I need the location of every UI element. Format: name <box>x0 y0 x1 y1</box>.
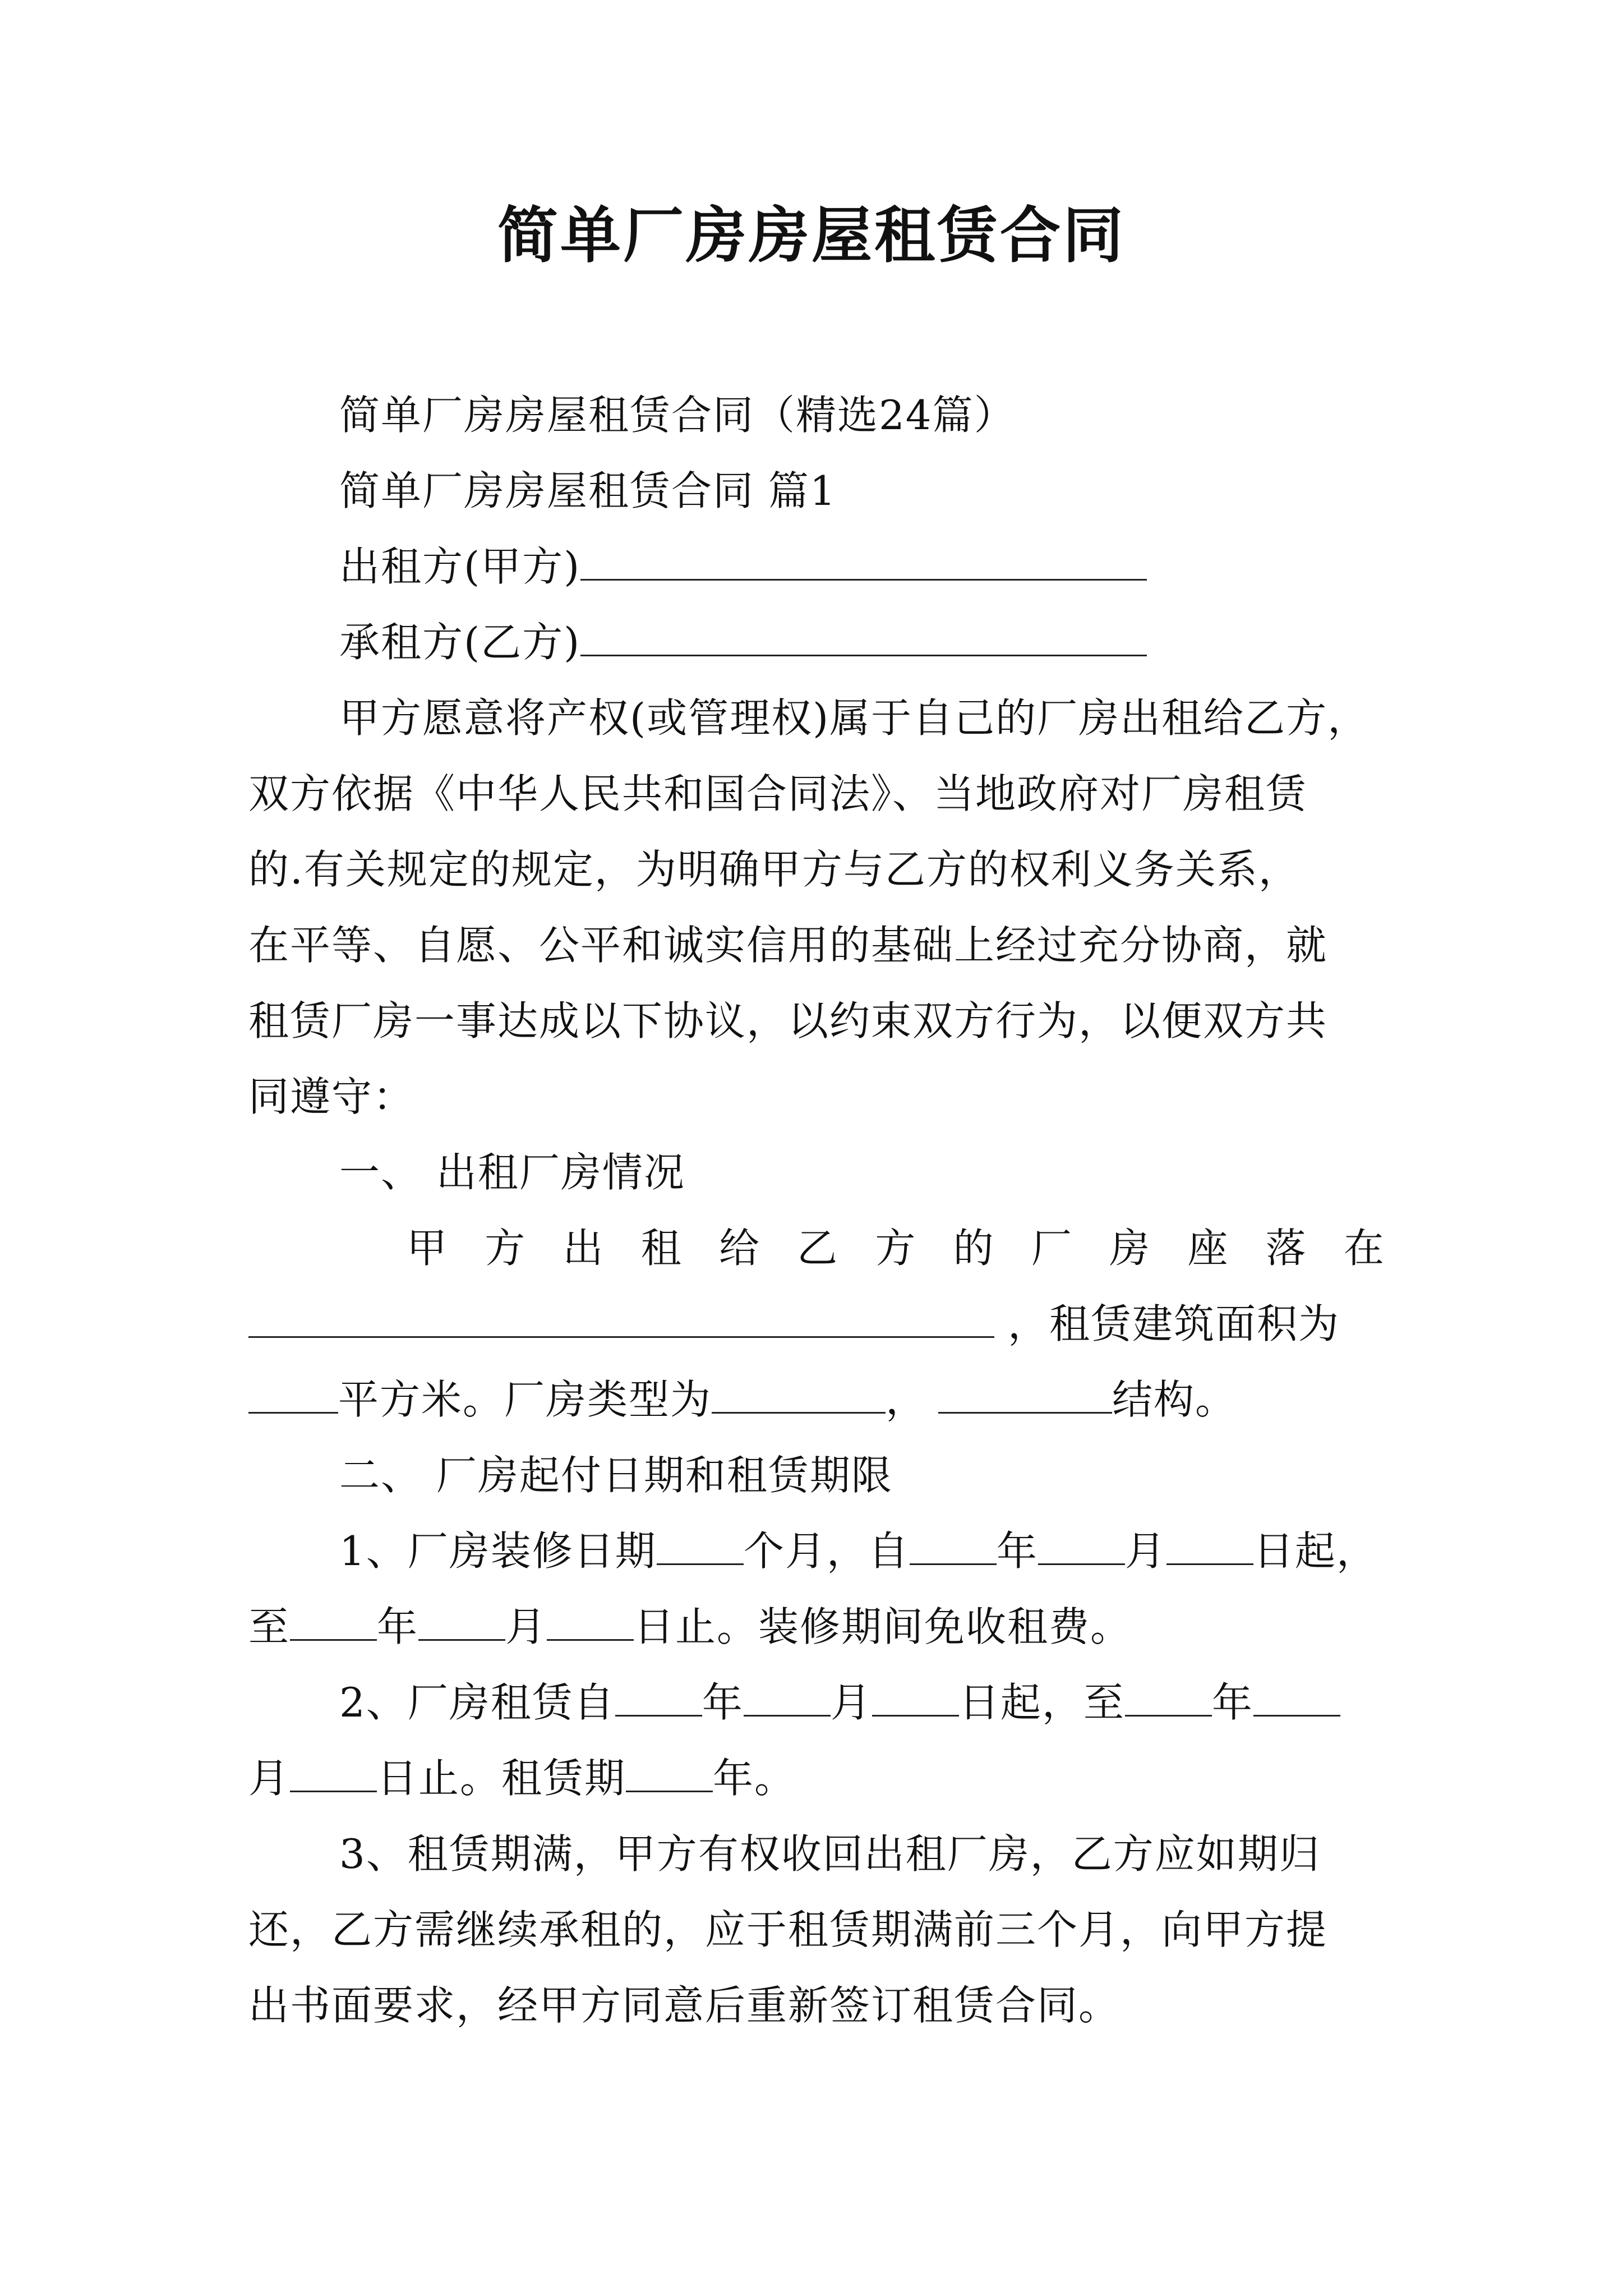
area-label: ，租赁建筑面积为 <box>1008 1300 1340 1347</box>
lessee-blank <box>580 618 1147 656</box>
paragraph-line: 甲方愿意将产权(或管理权)属于自己的厂房出租给乙方， <box>339 694 1370 742</box>
paragraph-line: 的.有关规定的规定，为明确甲方与乙方的权利义务关系， <box>248 846 1300 893</box>
clause-text: 月 <box>1124 1527 1166 1575</box>
spread-char: 房 <box>1109 1225 1151 1272</box>
spread-char: 甲 <box>407 1225 449 1272</box>
section-heading-1: 一、 出租厂房情况 <box>339 1149 685 1196</box>
area-unit-text: 平方米。厂房类型为 <box>338 1376 712 1423</box>
day-blank <box>1166 1526 1253 1565</box>
clause-text: 1、厂房装修日期 <box>339 1527 657 1575</box>
year-blank <box>615 1678 702 1717</box>
spread-char: 方 <box>485 1225 527 1272</box>
area-type-line <box>248 1372 1237 1428</box>
paragraph-line: 在平等、自愿、公平和诚实信用的基础上经过充分协商，就 <box>248 922 1328 969</box>
paragraph-line: 双方依据《中华人民共和国合同法》、当地政府对厂房租赁 <box>248 770 1308 817</box>
comma-text: ， <box>886 1376 928 1423</box>
year-blank <box>910 1526 997 1565</box>
clause-text: 年 <box>996 1527 1038 1575</box>
subtitle-line: 简单厂房房屋租赁合同（精选24篇） <box>339 392 1016 439</box>
spread-char: 厂 <box>1031 1225 1073 1272</box>
spread-char: 座 <box>1187 1225 1229 1272</box>
clause-text: 个月，自 <box>743 1527 910 1575</box>
spread-char: 方 <box>875 1225 917 1272</box>
clause-2-cont-line <box>248 1750 796 1806</box>
spread-char: 给 <box>718 1225 760 1272</box>
clause-text: 日起，至 <box>958 1679 1125 1726</box>
area-blank <box>248 1375 338 1414</box>
year-blank <box>1125 1678 1212 1717</box>
paragraph-line: 同遵守： <box>248 1073 415 1120</box>
spread-char: 乙 <box>797 1225 839 1272</box>
clause-3-cont-line: 出书面要求，经甲方同意后重新签订租赁合同。 <box>248 1982 1121 2029</box>
month-blank <box>418 1602 505 1641</box>
clause-text: 日起， <box>1253 1527 1378 1575</box>
location-blank <box>248 1299 994 1338</box>
lessee-label: 承租方(乙方) <box>339 619 581 666</box>
day-blank <box>872 1678 959 1717</box>
lessee-line <box>339 614 1147 670</box>
spread-char: 的 <box>953 1225 995 1272</box>
structure-text: 结构。 <box>1112 1376 1237 1423</box>
clause-2-line <box>339 1674 1340 1731</box>
term-years-blank <box>626 1754 713 1792</box>
type-blank <box>712 1375 886 1414</box>
clause-text: 2、厂房租赁自 <box>339 1679 615 1726</box>
clause-3-line: 3、租赁期满，甲方有权收回出租厂房，乙方应如期归 <box>339 1830 1321 1878</box>
spread-char: 租 <box>640 1225 683 1272</box>
lessor-line <box>339 539 1147 595</box>
clause-text: 至 <box>248 1603 291 1650</box>
month-blank <box>1038 1526 1125 1565</box>
day-blank <box>290 1754 377 1792</box>
clause-text: 月 <box>248 1755 291 1802</box>
clause-text: 年 <box>702 1679 744 1726</box>
month-blank <box>1253 1678 1340 1717</box>
clause-text: 年 <box>1211 1679 1253 1726</box>
day-blank <box>547 1602 634 1641</box>
spread-char: 落 <box>1265 1225 1307 1272</box>
lessor-label: 出租方(甲方) <box>339 543 581 590</box>
month-blank <box>744 1678 831 1717</box>
clause-3-cont-line: 还，乙方需继续承租的，应于租赁期满前三个月，向甲方提 <box>248 1906 1328 1953</box>
section-heading-article-1: 简单厂房房屋租赁合同 篇1 <box>339 467 837 514</box>
clause-text: 月 <box>505 1603 547 1650</box>
document-title: 简单厂房房屋租赁合同 <box>497 200 1126 271</box>
year-blank <box>290 1602 377 1641</box>
clause-text: 日止。租赁期 <box>377 1755 626 1802</box>
clause-1-line <box>339 1523 1378 1579</box>
section-heading-2: 二、 厂房起付日期和租赁期限 <box>339 1452 893 1499</box>
clause-1-cont-line <box>248 1599 1132 1655</box>
months-blank <box>657 1526 744 1565</box>
spread-text-line <box>407 1220 1385 1276</box>
structure-blank <box>938 1375 1112 1414</box>
spread-char: 在 <box>1343 1225 1385 1272</box>
location-line <box>248 1296 1340 1352</box>
lessor-blank <box>580 542 1147 581</box>
clause-text: 年 <box>377 1603 419 1650</box>
clause-text: 年。 <box>713 1755 796 1802</box>
clause-text: 月 <box>830 1679 872 1726</box>
spread-char: 出 <box>562 1225 605 1272</box>
clause-text: 日止。装修期间免收租费。 <box>634 1603 1132 1650</box>
paragraph-line: 租赁厂房一事达成以下协议，以约束双方行为，以便双方共 <box>248 997 1328 1045</box>
